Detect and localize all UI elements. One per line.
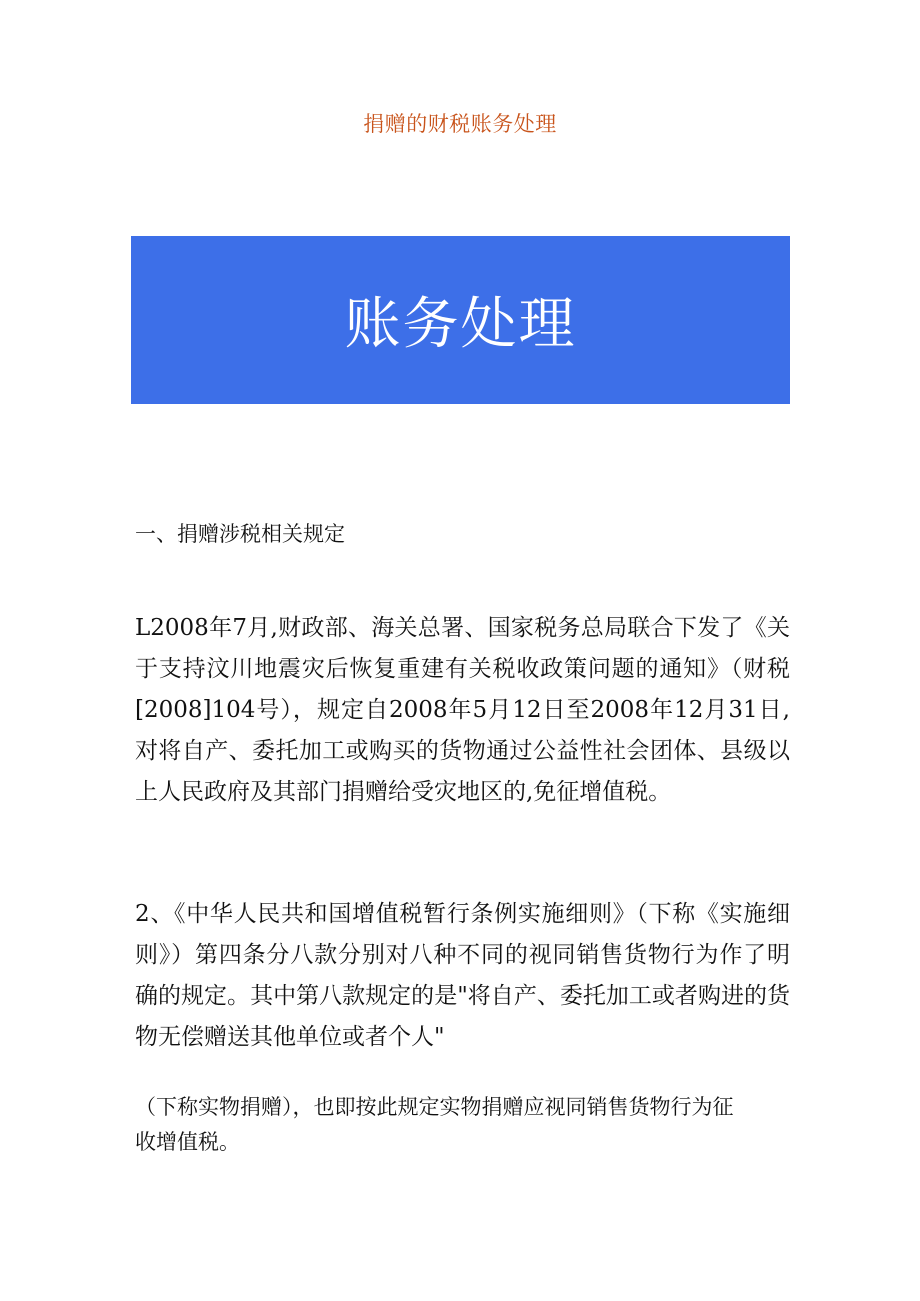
paragraph-2: 2、《中华人民共和国增值税暂行条例实施细则》（下称《实施细则》）第四条分八款分别对八种不同的视同销售货物行为作了明确的规定。其中第八款规定的是"将自产、委托加工或者购进的货物无偿赠送其他单位或者个人" xyxy=(135,901,790,1050)
paragraph-1: L2008年7月,财政部、海关总署、国家税务总局联合下发了《关于支持汶川地震灾后恢复重建有关税收政策问题的通知》（财税[2008]104号），规定自2008年5月12日至2008年12月31日,对将自产、委托加工或购买的货物通过公益性社会团体、县级以上人民政府及其部门捐赠给受灾地区的,免征增值税。 xyxy=(135,615,790,805)
section-heading: 一、捐赠涉税相关规定 xyxy=(135,522,345,546)
paragraph-3: （下称实物捐赠），也即按此规定实物捐赠应视同销售货物行为征收增值税。 xyxy=(135,1095,734,1154)
banner-heading: 账务处理 xyxy=(344,292,577,357)
document-title: 捐赠的财税账务处理 xyxy=(363,112,557,136)
title-banner xyxy=(131,236,790,404)
